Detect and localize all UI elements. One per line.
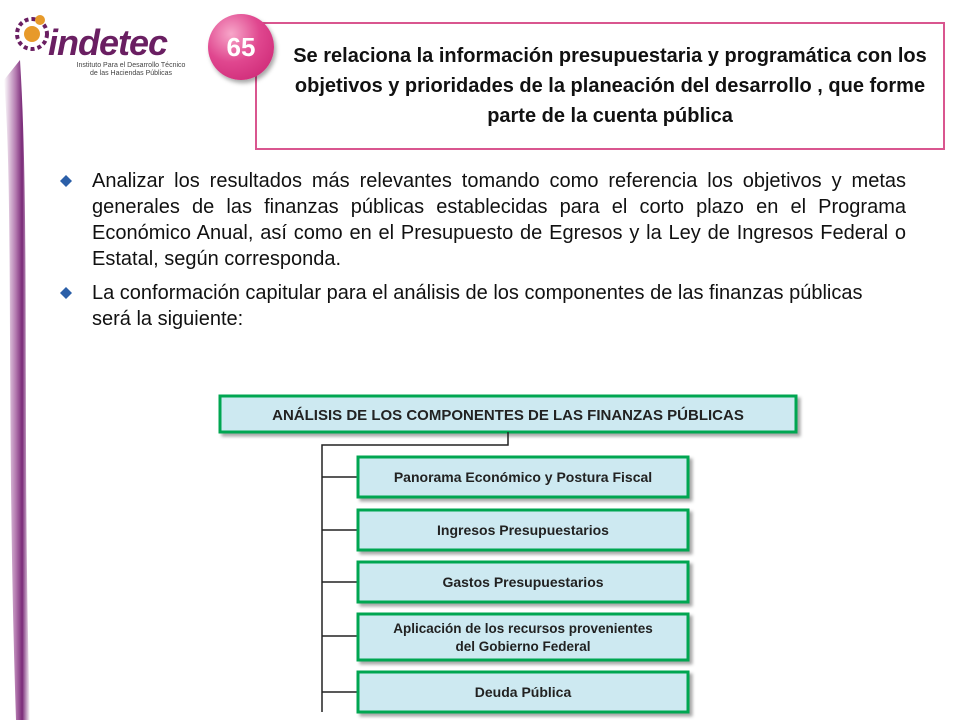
diagram-root-node [220, 396, 796, 432]
title-box [255, 22, 945, 150]
components-diagram [210, 390, 810, 720]
diamond-bullet-icon [60, 287, 72, 299]
diagram-child-label: Aplicación de los recursos provenientes [393, 621, 653, 636]
diagram-child-label: Deuda Pública [474, 684, 572, 700]
diagram-child-label: del Gobierno Federal [455, 639, 591, 654]
slide-number: 65 [226, 31, 256, 62]
bullet-list [58, 168, 906, 340]
diamond-bullet-icon [60, 175, 72, 187]
diagram-child-node [358, 457, 688, 497]
diagram-child-node [358, 672, 688, 712]
logo-subtitle: Instituto Para el Desarrollo Técnico de las Haciendas Públicas [76, 62, 186, 77]
bullet-text: La conformación capitular para el análisis de los componentes de las finanzas públicas será la siguiente: [92, 282, 863, 330]
diagram-root-label: ANÁLISIS DE LOS COMPONENTES DE LAS FINANZAS PÚBLICAS [272, 407, 744, 424]
diagram-child-node [358, 562, 688, 602]
diagram-child-node [358, 614, 688, 660]
slide-number-badge [208, 14, 274, 80]
indetec-logo [10, 12, 190, 77]
slide-title: Se relaciona la información presupuestaria y programática con los objetivos y prioridades de la planeación del desarrollo , que forme parte de la cuenta pública [293, 45, 927, 127]
diagram-child-label: Panorama Económico y Postura Fiscal [393, 469, 653, 485]
left-decorative-stripe [0, 0, 34, 720]
diagram-child-label: Gastos Presupuestarios [442, 574, 604, 590]
bullet-item [58, 280, 906, 332]
diagram-child-node [358, 510, 688, 550]
diagram-child-label: Ingresos Presupuestarios [437, 522, 609, 538]
bullet-text: Analizar los resultados más relevantes tomando como referencia los objetivos y metas generales de las finanzas públicas establecidas para el corto plazo en el Programa Económico Anual, así como en el Presupuesto de Egresos y la Ley de Ingresos Federal o Estatal, según corresponda. [92, 170, 906, 270]
bullet-item [58, 168, 906, 272]
logo-text: indetec [48, 22, 168, 63]
